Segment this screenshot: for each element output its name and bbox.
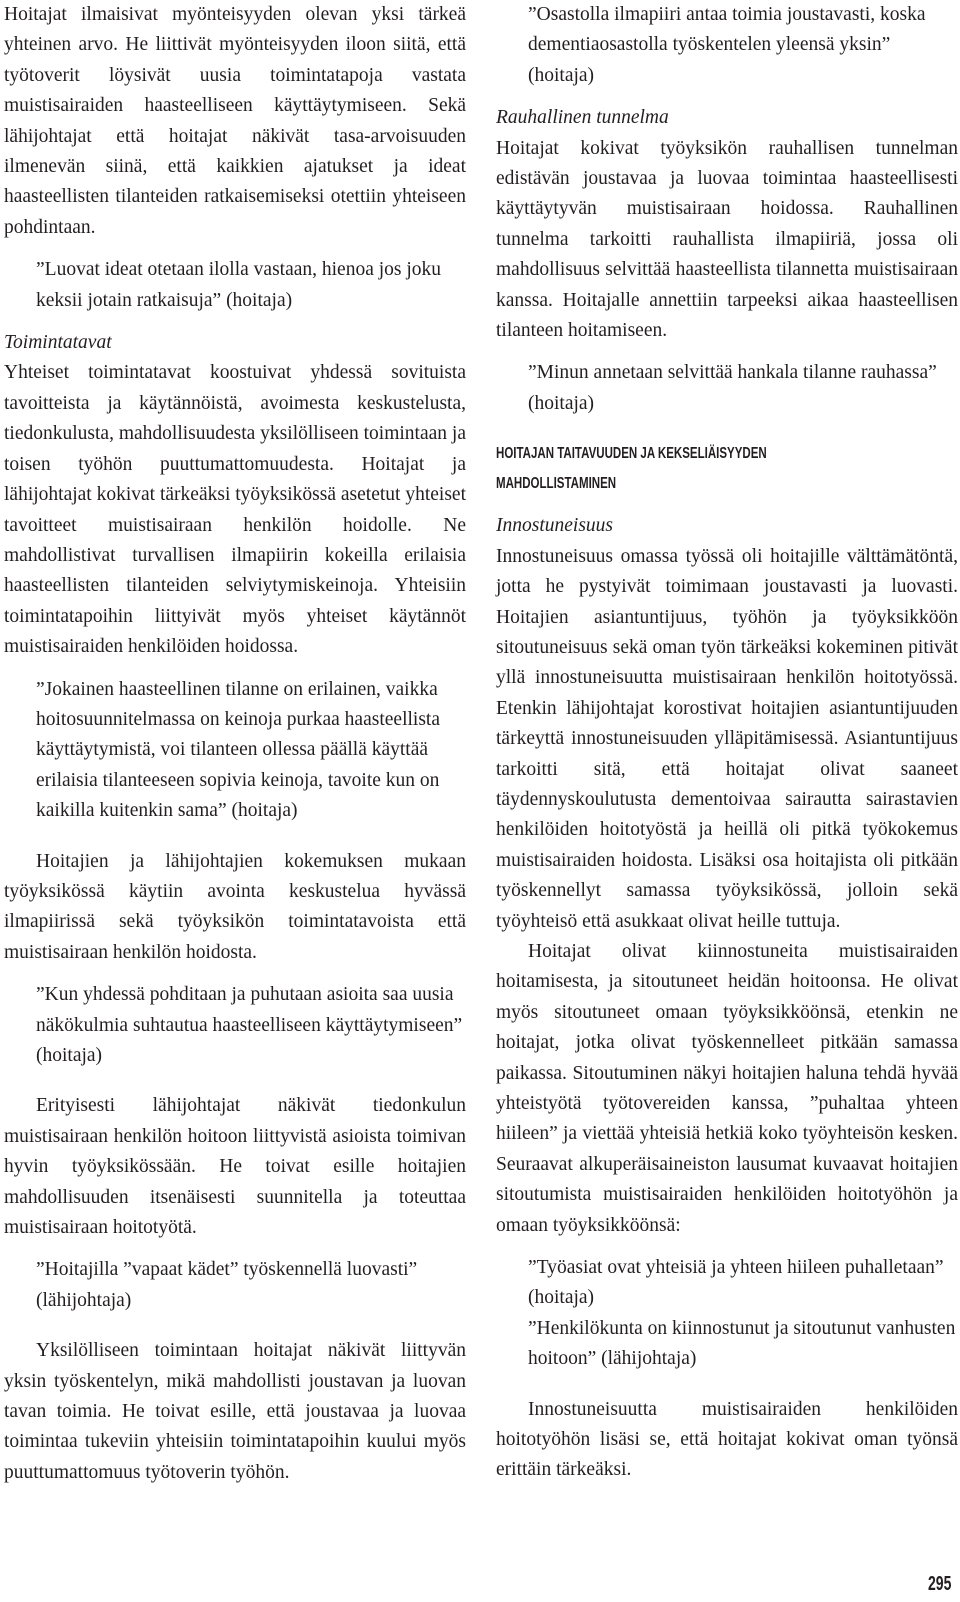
quote-henkilokunta: ”Henkilökunta on kiinnostunut ja sitoutunut vanhusten hoitoon” (lähijohtaja) (528, 1317, 956, 1370)
paragraph-rauhallinen-tunnelma: Hoitajat kokivat työyksikön rauhallisen tunnelman edistävän joustavaa ja luovaa toimintaa haasteellisesti käyttäytyvän muistisairaan hoidossa. Rauhallinen tunnelma tarkoitti rauhallista ilmapiiriä, jossa oli mahdollisuus selvittää haasteellista tilannetta muistisairaan kanssa. Hoitajalle annettiin tarpeeksi aikaa haasteellisen tilanteen hoitamiseen. (496, 137, 958, 342)
quote-hankala-tilanne: ”Minun annetaan selvittää hankala tilanne rauhassa” (hoitaja) (528, 362, 937, 414)
paragraph-yksilollinen-toiminta: Yksilölliseen toimintaan hoitajat näkivät liittyvän yksin työskentelyn, mikä mahdollisti joustavan ja luovan tavan toimia. He toivat esille, että joustavaa ja luovaa toimintaa tukeviin yhteisiin toimintatapoihin kuului myös puuttumattomuus työtoverin työhön. (4, 1340, 466, 1483)
page-number: 295 (928, 1573, 952, 1595)
quote-yhdessa-pohditaan: ”Kun yhdessä pohditaan ja puhutaan asioita saa uusia näkökulmia suhtautua haasteelliseen käyttäytymiseen” (hoitaja) (36, 984, 463, 1066)
paragraph-tiedonkulku: Erityisesti lähijohtajat näkivät tiedonkulun muistisairaan henkilön hoitoon liittyvistä asioista toimivan hyvin työyksikössään. He toivat esille hoitajien mahdollisuuden itsenäisesti suunnitella ja toteuttaa muistisairaan hoitotyötä. (4, 1095, 466, 1239)
quote-vapaat-kadet: ”Hoitajilla ”vapaat kädet” työskennellä luovasti” (lähijohtaja) (36, 1259, 418, 1311)
paragraph-sitoutuminen: Hoitajat olivat kiinnostuneita muistisairaiden hoitamisesta, ja sitoutuneet heidän hoitoonsa. He olivat myös sitoutuneet omaan työyksikköönsä, etenkin ne hoitajat, jotka olivat työskennelleet pitkään samassa paikassa. Sitoutuminen näkyi hoitajien haluna tehdä hyvää yhteistyötä työtovereiden kanssa, ”puhaltaa yhteen hiileen” ja viettää yhteisiä hetkiä koko työyhteisön kesken. Seuraavat alkuperäisaineiston lausumat kuvaavat hoitajien sitoutumista muistisairaiden henkilöiden hoitotyöhön ja omaan työyksikköönsä: (496, 940, 958, 1236)
paragraph-innostuneisuus: Innostuneisuus omassa työssä oli hoitajille välttämätöntä, jotta he pystyivät toimimaan joustavasti ja luovasti. Hoitajien asiantuntijuus, työhön ja työyksikköön sitoutuneisuus sekä oman työn tärkeäksi kokeminen pitivät yllä innostuneisuutta muistisairaan henkilön hoitotyössä. Etenkin lähijohtajat korostivat hoitajien asiantuntijuuden tärkeyttä innostuneisuuden ylläpitämisessä. Asiantuntijuus tarkoitti sitä, että hoitajat olivat saaneet täydennyskoulutusta dementoivaa sairautta sairastavien henkilöiden hoitotyöstä ja heillä oli pitkä työkokemus muistisairaiden hoidosta. Lisäksi osa hoitajista oli pitkään työskennellyt samassa työyksikössä, jolloin sekä työyhteisö että asukkaat olivat heille tuttuja. (496, 545, 958, 932)
quote-tyoasiat: ”Työasiat ovat yhteisiä ja yhteen hiileen puhalletaan” (hoitaja) (528, 1257, 944, 1309)
subheading-rauhallinen-tunnelma: Rauhallinen tunnelma (496, 107, 669, 129)
section-heading-line-2: MAHDOLLISTAMINEN (496, 475, 617, 493)
paragraph-positiivisuus: Hoitajat ilmaisivat myönteisyyden olevan yksi tärkeä yhteinen arvo. He liittivät myönteisyyden iloon siitä, että työtoverit löysivät uusia toimintatapoja vastata muistisairaiden haasteelliseen käyttäytymiseen. Sekä lähijohtajat että hoitajat näkivät tasa-arvoisuuden ilmenevän siinä, että kaikkien ajatukset ja ideat haasteellisten tilanteiden ratkaisemiseksi otettiin yhteiseen pohdintaan. (4, 4, 466, 238)
paragraph-oma-tyo-tarkea: Innostuneisuutta muistisairaiden henkilöiden hoitotyöhön lisäsi se, että hoitajat kokivat oman työnsä erittäin tärkeäksi. (496, 1398, 958, 1481)
paragraph-toimintatavat: Yhteiset toimintatavat koostuivat yhdessä sovituista tavoitteista ja käytännöistä, avoimesta keskustelusta, tiedonkulusta, mahdollisuudesta yksilölliseen toimintaan ja toisen työhön puuttumattomuudesta. Hoitajat ja lähijohtajat kokivat tärkeäksi työyksikössä asetetut yhteiset tavoitteet muistisairaan henkilön hoidolle. Ne mahdollistivat turvallisen ilmapiirin kokeilla erilaisia haasteellisten tilanteiden selviytymiskeinoja. Yhteisiin toimintatapoihin liittyivät myös yhteiset käytännöt muistisairaiden henkilöiden hoidossa. (4, 362, 466, 658)
subheading-innostuneisuus: Innostuneisuus (496, 515, 613, 537)
right-column (496, 0, 958, 1486)
quote-osastolla-ilmapiiri: ”Osastolla ilmapiiri antaa toimia joustavasti, koska dementiaosastolla työskentelen yleensä yksin” (hoitaja) (528, 4, 926, 86)
left-column (4, 0, 466, 1488)
subheading-toimintatavat: Toimintatavat (4, 332, 112, 354)
section-heading-line-1: HOITAJAN TAITAVUUDEN JA KEKSELIÄISYYDEN (496, 445, 767, 463)
quote-luovat-ideat: ”Luovat ideat otetaan ilolla vastaan, hienoa jos joku keksii jotain ratkaisuja” (hoitaja) (36, 259, 442, 311)
quote-jokainen-tilanne: ”Jokainen haasteellinen tilanne on erilainen, vaikka hoitosuunnitelmassa on keinoja purkaa haasteellista käyttäytymistä, voi tilanteen ollessa päällä käyttää erilaisia tilanteeseen sopivia keinoja, tavoite kun on kaikilla kuitenkin sama” (hoitaja) (36, 678, 440, 822)
paragraph-avoin-keskustelu: Hoitajien ja lähijohtajien kokemuksen mukaan työyksikössä käytiin avointa keskustelua hyvässä ilmapiirissä sekä työyksikön toimintatavoista että muistisairaan henkilön hoidosta. (4, 850, 466, 963)
